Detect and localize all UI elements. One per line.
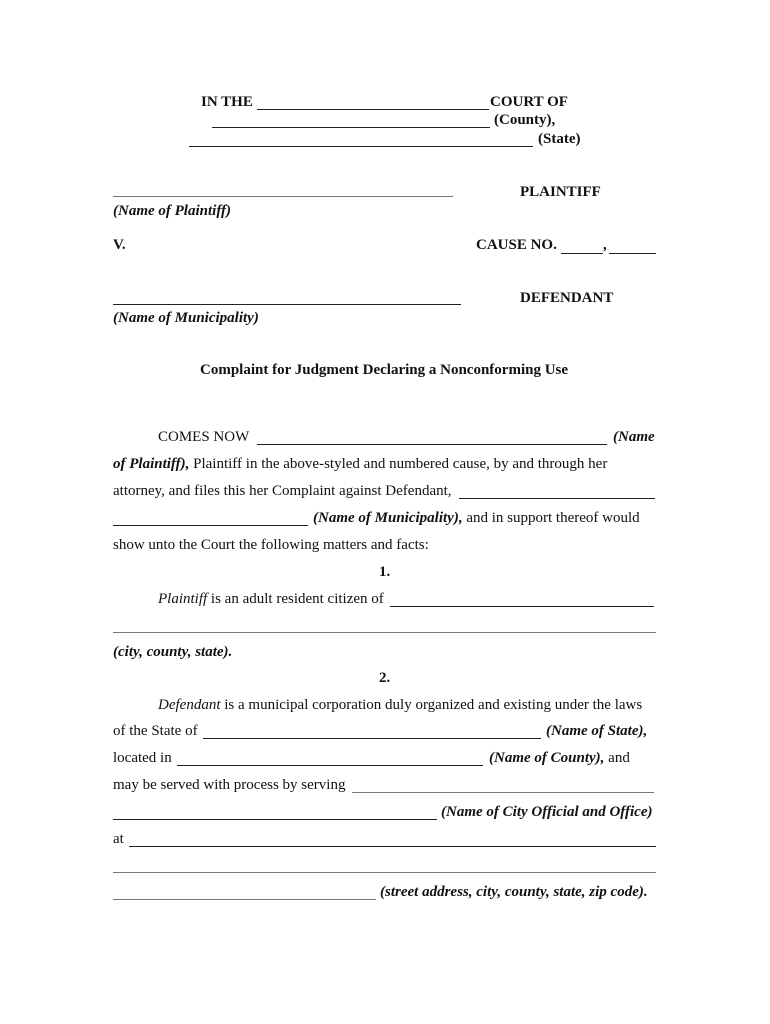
- name-hint-end: of Plaintiff),: [113, 456, 190, 472]
- section-2-defendant-word: Defendant: [158, 697, 221, 713]
- section-1-number: 1.: [379, 564, 391, 580]
- state-hint: (Name of State),: [546, 723, 648, 739]
- body-line-4-rest: and in support thereof would: [462, 510, 640, 526]
- section-2-rest: is a municipal corporation duly organized and existing under the laws: [220, 697, 643, 713]
- served-text: may be served with process by serving: [113, 777, 346, 793]
- served-blank[interactable]: [352, 792, 654, 793]
- residence-blank-2[interactable]: [113, 632, 656, 633]
- caption-state: (State): [538, 131, 581, 147]
- state-blank[interactable]: [189, 146, 533, 147]
- body-line-4: [313, 510, 640, 527]
- caption-in-the: IN THE: [201, 94, 253, 110]
- at-label: at: [113, 831, 124, 847]
- county-blank[interactable]: [212, 127, 490, 128]
- caption-county: (County),: [494, 112, 556, 128]
- location-hint: (city, county, state).: [113, 644, 233, 660]
- address-hint: (street address, city, county, state, zip code).: [380, 884, 648, 900]
- comes-now-text: COMES NOW: [158, 429, 250, 445]
- state-of-blank[interactable]: [203, 738, 541, 739]
- section-1-text: [158, 591, 384, 608]
- defendant-name-blank[interactable]: [459, 498, 655, 499]
- county-line: [489, 750, 630, 767]
- municipality-name-blank[interactable]: [113, 304, 461, 305]
- and-word: and: [604, 750, 630, 766]
- official-blank[interactable]: [113, 819, 437, 820]
- municipality-inline-blank[interactable]: [113, 525, 308, 526]
- state-prefix: of the State of: [113, 723, 198, 739]
- plaintiff-name-blank[interactable]: [113, 196, 453, 197]
- residence-blank[interactable]: [390, 606, 654, 607]
- body-line-2-rest: Plaintiff in the above-styled and numbered cause, by and through her: [189, 456, 608, 472]
- located-in-blank[interactable]: [177, 765, 483, 766]
- comes-now-name-blank[interactable]: [257, 444, 607, 445]
- versus-label: V.: [113, 237, 126, 253]
- municipality-inline-hint: (Name of Municipality),: [313, 510, 463, 526]
- cause-no-blank-2[interactable]: [609, 253, 656, 254]
- caption-court-of: COURT OF: [490, 94, 568, 110]
- body-line-2: [113, 456, 607, 473]
- section-2-text: [158, 697, 642, 714]
- cause-no-separator: ,: [603, 237, 607, 253]
- municipality-name-hint: (Name of Municipality): [113, 310, 259, 326]
- section-1-plaintiff-word: Plaintiff: [158, 591, 208, 607]
- official-hint: (Name of City Official and Office): [441, 804, 653, 820]
- cause-no-label: CAUSE NO.: [476, 237, 557, 253]
- section-1-rest: is an adult resident citizen of: [207, 591, 384, 607]
- county-hint: (Name of County),: [489, 750, 605, 766]
- court-name-blank[interactable]: [257, 109, 489, 110]
- located-in-label: located in: [113, 750, 172, 766]
- body-line-3: attorney, and files this her Complaint against Defendant,: [113, 483, 452, 499]
- section-2-number: 2.: [379, 670, 391, 686]
- address-blank-1[interactable]: [129, 846, 656, 847]
- plaintiff-label: PLAINTIFF: [520, 184, 601, 200]
- cause-no-blank-1[interactable]: [561, 253, 603, 254]
- plaintiff-name-hint: (Name of Plaintiff): [113, 203, 232, 219]
- body-line-5: show unto the Court the following matters and facts:: [113, 537, 429, 553]
- defendant-label: DEFENDANT: [520, 290, 614, 306]
- document-title: Complaint for Judgment Declaring a Nonconforming Use: [200, 362, 569, 378]
- address-blank-3[interactable]: [113, 899, 376, 900]
- name-hint-start: (Name: [613, 429, 655, 445]
- address-blank-2[interactable]: [113, 872, 656, 873]
